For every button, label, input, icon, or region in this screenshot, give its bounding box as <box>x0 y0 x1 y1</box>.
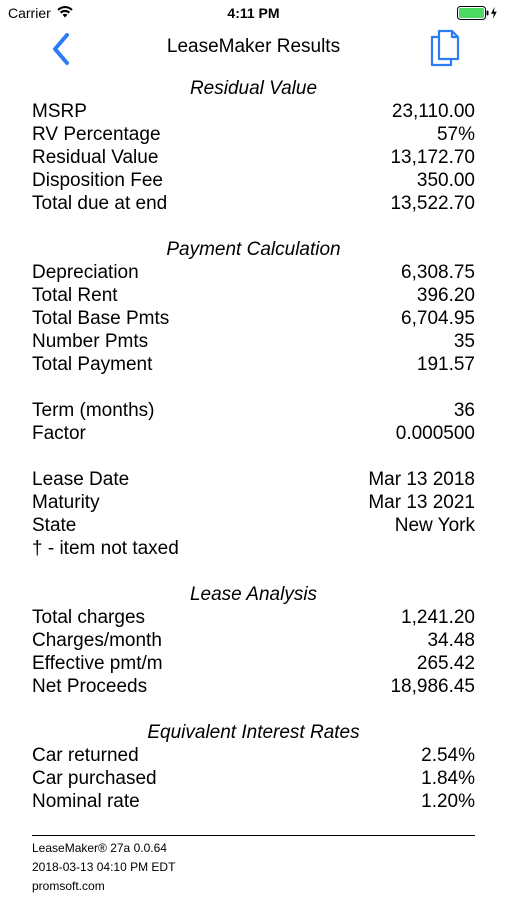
row-label: Effective pmt/m <box>32 653 163 674</box>
result-row-total-base-pmts <box>32 307 475 330</box>
row-value: 6,704.95 <box>401 308 475 329</box>
footer-divider <box>32 835 475 836</box>
row-label: Disposition Fee <box>32 170 163 191</box>
section-spacer <box>32 560 475 583</box>
navigation-bar <box>0 28 507 68</box>
row-label: Total Rent <box>32 285 118 306</box>
result-row-state <box>32 514 475 537</box>
row-value: 36 <box>453 400 475 421</box>
battery-icon <box>457 6 499 25</box>
section-spacer <box>32 215 475 238</box>
result-row-total-payment <box>32 353 475 376</box>
section-header-equivalent-interest-rates: Equivalent Interest Rates <box>147 722 360 743</box>
result-row-total-charges <box>32 606 475 629</box>
page-title: LeaseMaker Results <box>166 36 341 57</box>
result-row-factor <box>32 422 475 445</box>
result-row-effective-pmt <box>32 652 475 675</box>
row-value: 0.000500 <box>395 423 475 444</box>
result-row-number-pmts <box>32 330 475 353</box>
not-taxed-note: † - item not taxed <box>32 538 179 559</box>
row-label: Term (months) <box>32 400 155 421</box>
copy-documents-icon <box>428 29 462 67</box>
result-row-rv-percentage <box>32 123 475 146</box>
row-value: 1.84% <box>421 768 475 789</box>
row-label: RV Percentage <box>32 124 161 145</box>
row-label: Total due at end <box>32 193 168 214</box>
row-label: Car purchased <box>32 768 157 789</box>
row-label: Total Payment <box>32 354 153 375</box>
row-label: Maturity <box>32 492 100 513</box>
row-label: Charges/month <box>32 630 162 651</box>
result-row-net-proceeds <box>32 675 475 698</box>
copy-button[interactable] <box>428 29 462 67</box>
row-value: 13,522.70 <box>390 193 475 214</box>
row-value: 1,241.20 <box>401 607 475 628</box>
row-label: Residual Value <box>32 147 159 168</box>
row-label: Net Proceeds <box>32 676 148 697</box>
row-value: 57% <box>436 124 475 145</box>
row-value: Mar 13 2021 <box>368 492 475 513</box>
row-label: Total Base Pmts <box>32 308 170 329</box>
result-row-disposition-fee <box>32 169 475 192</box>
row-value: 35 <box>453 331 475 352</box>
row-label: MSRP <box>32 101 87 122</box>
row-value: 1.20% <box>421 791 475 812</box>
result-row-depreciation <box>32 261 475 284</box>
footer-timestamp: 2018-03-13 04:10 PM EDT <box>32 860 176 874</box>
row-value: 13,172.70 <box>390 147 475 168</box>
footer-version: LeaseMaker® 27a 0.0.64 <box>32 841 167 855</box>
row-label: Lease Date <box>32 469 130 490</box>
carrier-label: Carrier <box>8 5 51 21</box>
row-label: Nominal rate <box>32 791 140 812</box>
result-row-total-rent <box>32 284 475 307</box>
row-value: 2.54% <box>421 745 475 766</box>
result-row-msrp <box>32 100 475 123</box>
row-label: State <box>32 515 77 536</box>
row-value: 6,308.75 <box>401 262 475 283</box>
row-label: Total charges <box>32 607 146 628</box>
status-bar <box>0 0 507 28</box>
row-value: 265.42 <box>416 653 475 674</box>
row-label: Number Pmts <box>32 331 149 352</box>
result-row-total-due-at-end <box>32 192 475 215</box>
section-spacer <box>32 445 475 468</box>
result-row-lease-date <box>32 468 475 491</box>
row-label: Car returned <box>32 745 139 766</box>
row-value: 18,986.45 <box>390 676 475 697</box>
row-value: 350.00 <box>416 170 475 191</box>
result-row-maturity <box>32 491 475 514</box>
section-header-residual-value: Residual Value <box>189 78 318 99</box>
result-row-term-months <box>32 399 475 422</box>
section-header-lease-analysis: Lease Analysis <box>189 584 318 605</box>
row-value: 191.57 <box>416 354 475 375</box>
footer-website: promsoft.com <box>32 879 105 893</box>
result-row-nominal-rate <box>32 790 475 813</box>
row-label: Depreciation <box>32 262 139 283</box>
result-row-charges-per-month <box>32 629 475 652</box>
row-value: 396.20 <box>416 285 475 306</box>
result-row-residual-value <box>32 146 475 169</box>
row-value: 23,110.00 <box>391 101 475 122</box>
row-value: 34.48 <box>427 630 475 651</box>
result-row-car-purchased <box>32 767 475 790</box>
row-label: Factor <box>32 423 86 444</box>
footer <box>32 835 475 896</box>
results-content <box>32 77 475 813</box>
section-spacer <box>32 376 475 399</box>
result-row-car-returned <box>32 744 475 767</box>
status-time: 4:11 PM <box>227 5 280 21</box>
section-spacer <box>32 698 475 721</box>
section-header-payment-calculation: Payment Calculation <box>166 239 341 260</box>
row-value: Mar 13 2018 <box>368 469 475 490</box>
row-value: New York <box>394 515 475 536</box>
